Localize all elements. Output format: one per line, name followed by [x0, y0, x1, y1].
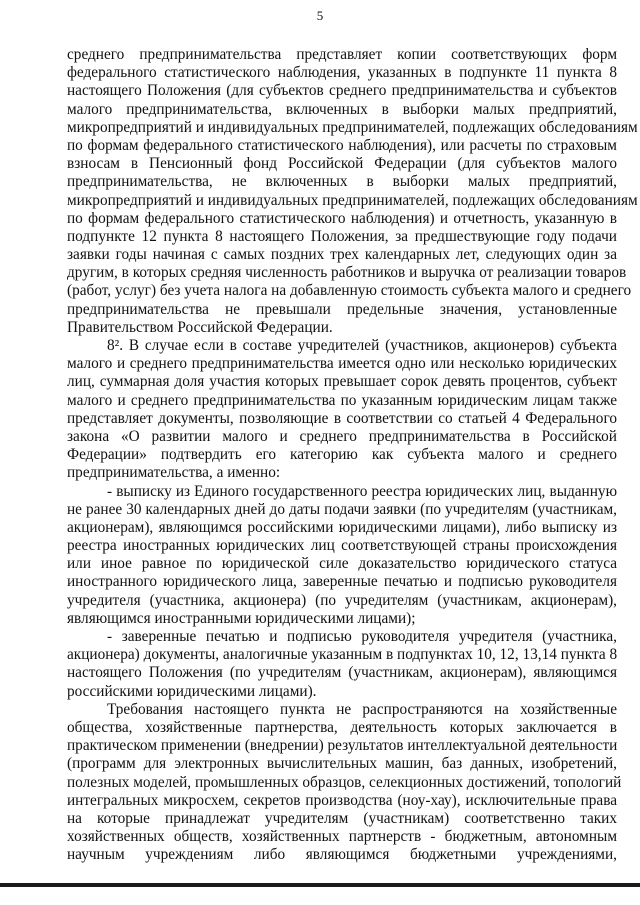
document-text-line: малого и среднего предпринимательства по указанным юридическим лицам также [67, 391, 617, 409]
document-text-line: настоящего Положения (по учредителям (участникам, акционерам), являющимся [67, 664, 617, 682]
document-text-line: подпункте 12 пункта 8 настоящего Положения, за предшествующие году подачи [67, 227, 617, 245]
document-text-line: акционера) документы, аналогичные указанным в подпунктах 10, 12, 13,14 пункта 8 [67, 646, 618, 664]
document-text-line: практическом применении (внедрении) результатов интеллектуальной деятельности [67, 737, 618, 755]
document-text-line: Федерации» подтвердить его категорию как субъекта малого и среднего [67, 446, 617, 464]
document-text-line: по формам федерального статистического наблюдения), или расчеты по страховым [67, 136, 617, 154]
document-text-line: научным учреждениям либо являющимся бюджетными учреждениями, [67, 846, 617, 864]
document-text-line: малого предпринимательства, включенных в выборки малых предприятий, [67, 100, 617, 118]
document-text-line: заявки годы начиная с самых поздних трех календарных лет, следующих один за [67, 246, 617, 264]
document-text-line: другим, в которых средняя численность работников и выручка от реализации товаров [67, 264, 627, 282]
document-text-line: закона «О развитии малого и среднего предпринимательства в Российской [67, 427, 617, 445]
document-text-line: - заверенные печатью и подписью руководителя учредителя (участника, [107, 628, 617, 645]
document-text-line: по формам федерального статистического наблюдения) и отчетность, указанную в [67, 209, 617, 227]
document-text-line: Правительством Российской Федерации. [67, 318, 333, 336]
document-text-line: Требования настоящего пункта не распространяются на хозяйственные [107, 700, 617, 718]
document-text-line: полезных моделей, промышленных образцов, селекционных достижений, топологий [67, 773, 622, 791]
document-text-line: иностранного юридического лица, заверенные печатью и подписью руководителя [67, 573, 617, 591]
document-text-line: предпринимательства, не включенных в выборки малых предприятий, [67, 173, 617, 191]
page-bottom-rule [0, 883, 640, 887]
document-text-line: взносам в Пенсионный фонд Российской Федерации (для субъектов малого [67, 155, 617, 173]
document-text-line: хозяйственных обществ, хозяйственных партнерств - бюджетным, автономным [67, 828, 617, 846]
document-text-line: микропредприятий и индивидуальных предпринимателей, подлежащих обследованиям [67, 118, 638, 136]
document-text-line: на которые принадлежат учредителям (участникам) соответственно таких [67, 809, 617, 827]
document-text-line: не ранее 30 календарных дней до даты подачи заявки (по учредителям (участникам, [67, 500, 617, 518]
document-text-line: (программ для электронных вычислительных машин, баз данных, изобретений, [67, 755, 617, 773]
document-body [67, 46, 638, 864]
document-text-line: среднего предпринимательства представляет копии соответствующих форм [67, 46, 617, 63]
document-text-line: предпринимательства, а именно: [67, 464, 281, 482]
document-text-line: акционерам), являющимся российскими юридическими лицами), либо выписку из [67, 518, 617, 536]
document-text-line: интегральных микросхем, секретов производства (ноу-хау), исключительные права [67, 791, 617, 809]
document-text-line: лиц, суммарная доля участия которых превышает сорок девять процентов, субъект [67, 373, 617, 391]
document-text-line: федерального статистического наблюдения, указанных в подпункте 11 пункта 8 [67, 64, 617, 82]
document-text-line: российскими юридическими лицами). [67, 682, 317, 700]
document-text-line: или иное равное по юридической силе доказательство юридического статуса [67, 555, 617, 573]
document-text-line: 8². В случае если в составе учредителей (участников, акционеров) субъекта [107, 337, 617, 354]
document-text-line: являющимся иностранными юридическими лицами); [67, 609, 416, 627]
document-text-line: реестра иностранных юридических лиц соответствующей страны происхождения [67, 537, 617, 555]
document-text-line: (работ, услуг) без учета налога на добавленную стоимость субъекта малого и среднего [67, 282, 632, 300]
document-text-line: общества, хозяйственные партнерства, деятельность которых заключается в [67, 718, 617, 736]
document-text-line: - выписку из Единого государственного реестра юридических лиц, выданную [107, 482, 617, 500]
document-text-line: настоящего Положения (для субъектов среднего предпринимательства и субъектов [67, 82, 617, 100]
document-text-line: предпринимательства не превышали предельные значения, установленные [67, 300, 617, 318]
document-text-line: малого и среднего предпринимательства имеется одно или несколько юридических [67, 355, 617, 373]
document-text-line: микропредприятий и индивидуальных предпринимателей, подлежащих обследованиям [67, 191, 638, 209]
document-text-line: учредителя (участника, акционера) (по учредителям (участникам, акционерам), [67, 591, 617, 609]
document-text-line: представляет документы, позволяющие в соответствии со статьей 4 Федерального [67, 409, 617, 427]
page-number: 5 [316, 8, 324, 23]
